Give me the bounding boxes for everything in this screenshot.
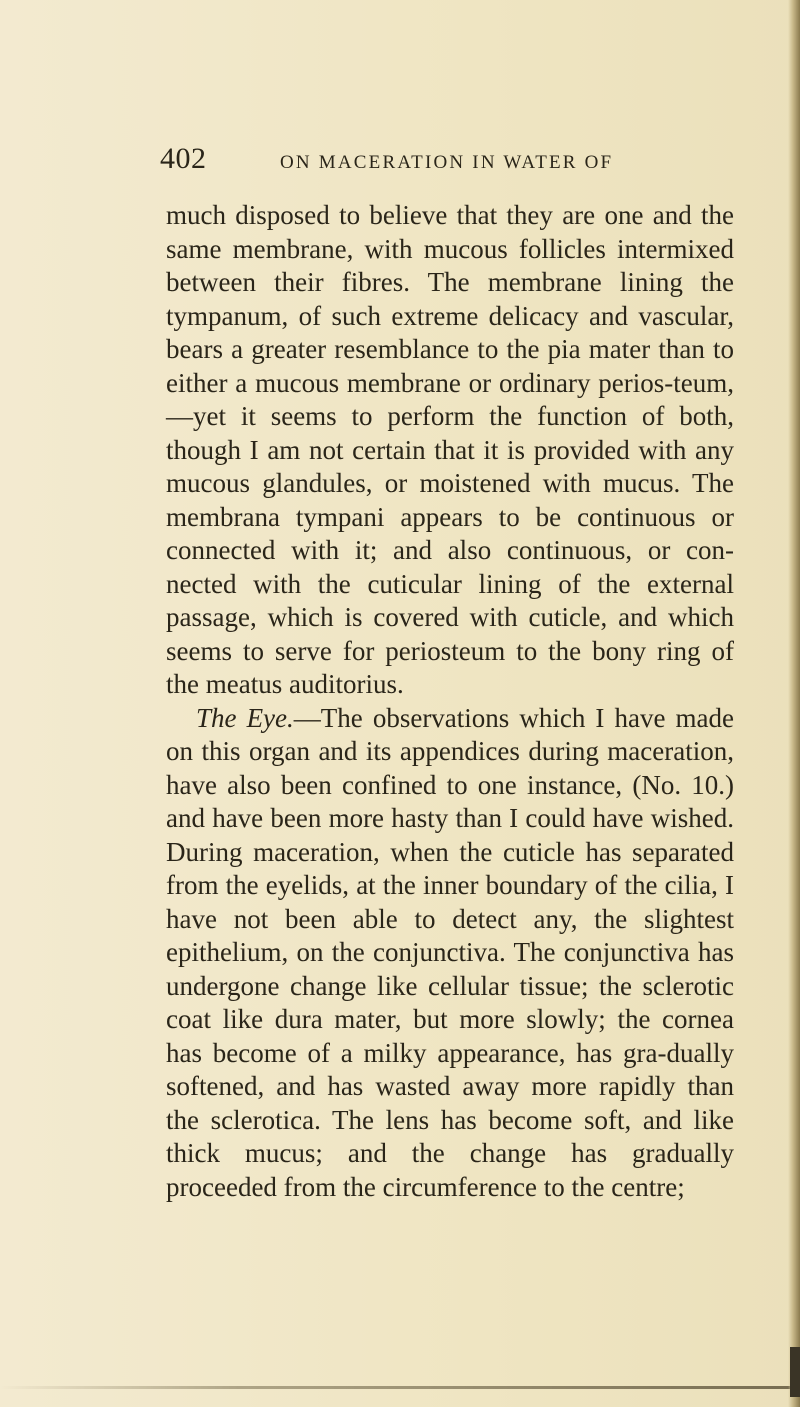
paragraph-ear: much disposed to believe that they are one and the same membrane, with mucous follicles intermixed between their fibres. The membrane lining the tympanum, of such extreme delicacy and vascular, bears a greater resemblance to the pia mater than to either a mucous membrane or ordinary perios-teum,—yet it seems to perform the function of both, though I am not certain that it is provided with any mucous glandules, or moistened with mucus. The membrana tympani appears to be continuous or connected with it; and also continuous, or con-nected with the cuticular lining of the external passage, which is covered with cuticle, and which seems to serve for periosteum to the bony ring of the meatus auditorius. bbox=[166, 200, 734, 699]
section-heading-eye: The Eye. bbox=[196, 702, 294, 733]
page-number: 402 bbox=[160, 142, 207, 175]
page-bottom-shadow bbox=[0, 1386, 790, 1389]
paragraph-eye bbox=[166, 702, 734, 1205]
running-title: ON MACERATION IN WATER OF bbox=[280, 152, 614, 173]
body-text bbox=[166, 199, 734, 1204]
paragraph-eye-text: —The observations which I have made on this organ and its appendices during maceration, have also been confined to one instance, (No. 10.) and have been more hasty than I could have wished. During maceration, when the cuticle has separated from the eyelids, at the inner boundary of the cilia, I have not been able to detect any, the slightest epithelium, on the conjunctiva. The conjunctiva has undergone change like cellular tissue; the sclerotic coat like dura mater, but more slowly; the cornea has become of a milky appearance, has gra-dually softened, and has wasted away more rapidly than the sclerotica. The lens has become soft, and like thick mucus; and the change has gradually proceeded from the circumference to the centre; bbox=[166, 702, 734, 1202]
page-header bbox=[160, 142, 760, 182]
page-right-edge bbox=[788, 0, 800, 1407]
page-corner-mark bbox=[790, 1347, 800, 1397]
